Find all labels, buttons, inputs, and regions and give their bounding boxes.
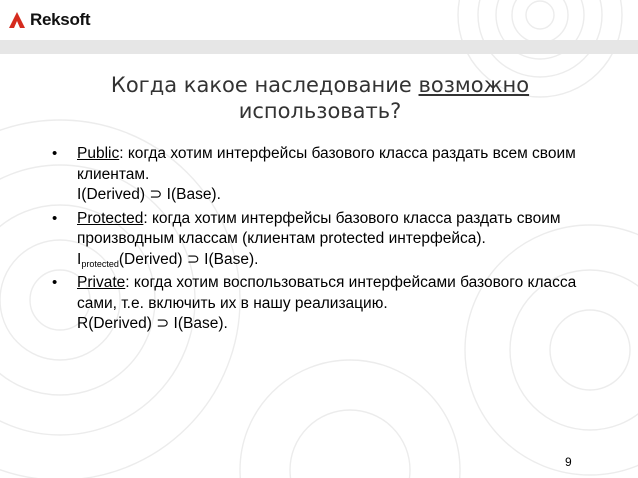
formula-prefix: I <box>77 250 82 268</box>
formula: R(Derived) ⊃ I(Base). <box>77 315 228 332</box>
bullet-text: : когда хотим воспользоваться интерфейсами базового класса сами, т.е. включить их в нашу реализацию. <box>77 274 577 312</box>
bullet-public <box>52 144 612 206</box>
formula-rest: (Derived) ⊃ I(Base). <box>118 250 259 268</box>
bullet-protected <box>52 209 612 271</box>
title-underlined: возможно <box>418 73 530 97</box>
reksoft-logo <box>7 8 90 32</box>
formula: I(Derived) ⊃ I(Base). <box>77 186 221 203</box>
title-part1: Когда какое наследование <box>110 73 419 97</box>
title-part2: использовать? <box>238 99 402 123</box>
bullet-text: : когда хотим интерфейсы базового класса раздать всем своим клиентам. <box>77 145 576 183</box>
bullet-text: : когда хотим интерфейсы базового класса раздать своим производным классам (клиентам protected интерфейса). <box>77 209 561 247</box>
header-band <box>0 40 638 54</box>
slide-title <box>60 72 580 124</box>
page-number: 9 <box>565 455 572 469</box>
bullet-icon: • <box>52 274 58 291</box>
bullet-icon: • <box>52 209 58 227</box>
bullet-list <box>52 144 612 338</box>
bullet-icon: • <box>52 145 58 162</box>
keyword-private: Private <box>77 274 126 291</box>
formula <box>77 251 258 268</box>
keyword-protected: Protected <box>77 209 144 227</box>
bullet-private <box>52 273 612 335</box>
logo-mark-icon <box>7 10 27 30</box>
logo-text: Reksoft <box>30 10 91 29</box>
formula-subscript: protected <box>81 258 119 269</box>
keyword-public: Public <box>77 145 120 162</box>
